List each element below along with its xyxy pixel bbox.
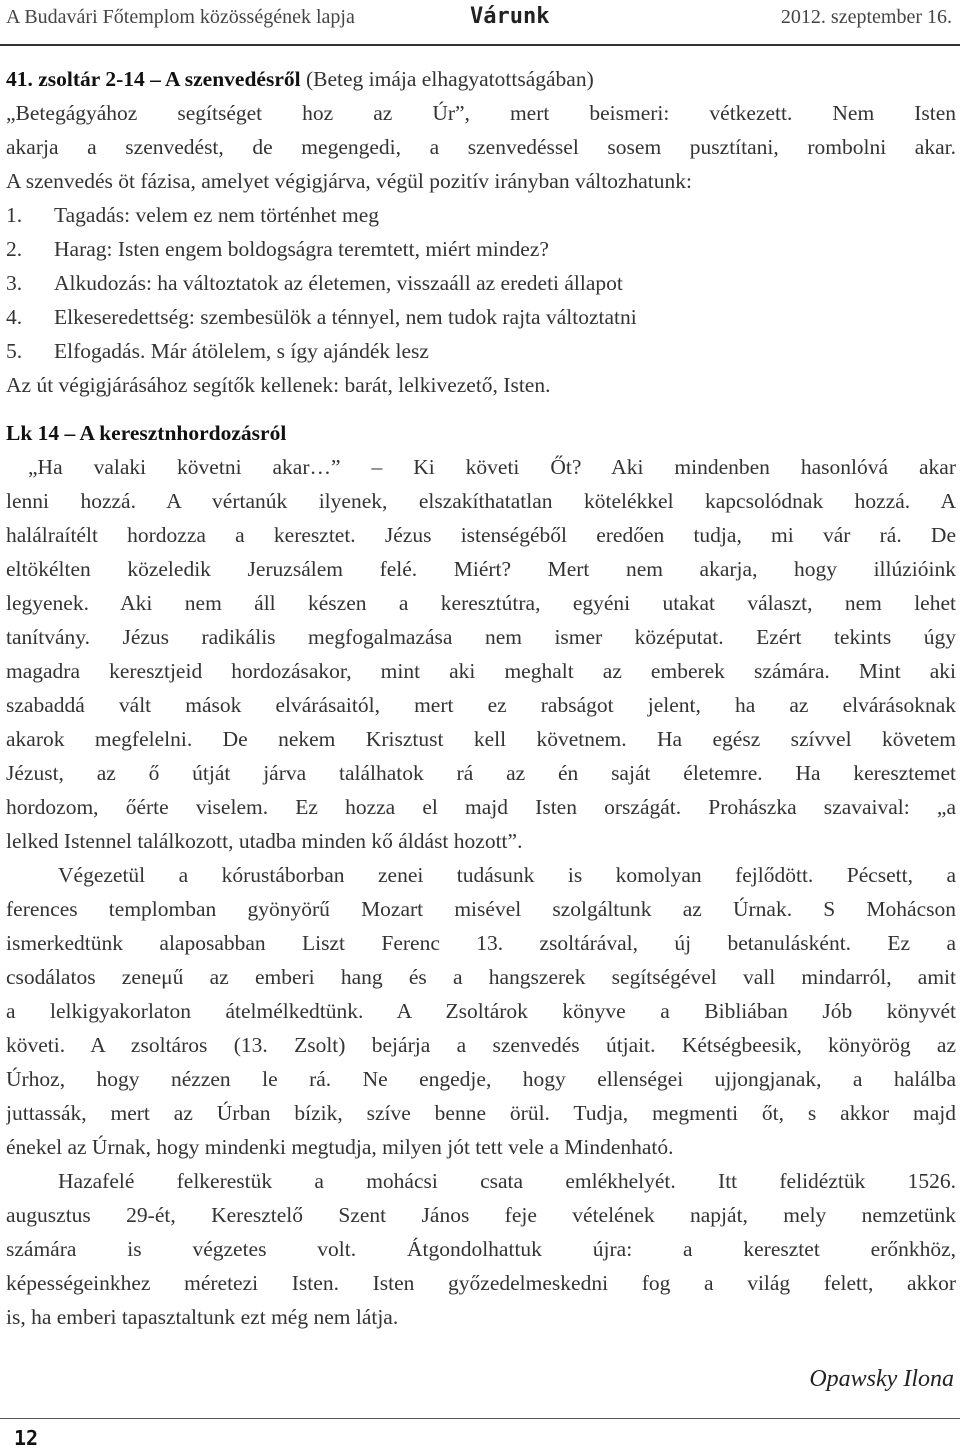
paragraph-line: juttassák, mert az Úrban bízik, szíve benne örül. Tudja, megmenti őt, s akkor majd — [6, 1101, 956, 1125]
luke-line: Jézust, az ő útját járva találhatok rá az én saját életemre. Ha keresztemet — [6, 761, 956, 785]
article-body — [6, 62, 956, 1334]
luke-line: magadra keresztjeid hordozásakor, mint aki meghalt az emberek számára. Mint aki — [6, 659, 956, 683]
publication-subtitle: A Budavári Főtemplom közösségének lapja — [6, 6, 355, 28]
luke-line: tanítvány. Jézus radikális megfogalmazása nem ismer középutat. Ezért tekints úgy — [6, 625, 956, 649]
phase-item — [6, 198, 956, 232]
paragraph-line: Úrhoz, hogy nézzen le rá. Ne engedje, hogy ellenségei ujjongjanak, a halálba — [6, 1067, 956, 1091]
issue-date: 2012. szeptember 16. — [780, 6, 952, 28]
page-number: 12 — [14, 1426, 39, 1450]
page-header — [0, 0, 960, 46]
paragraph-line: is, ha emberi tapasztaltunk ezt még nem látja. — [6, 1305, 399, 1329]
phase-item — [6, 300, 956, 334]
paragraph-line: képességeinkhez méretezi Isten. Isten győzedelmeskedni fog a világ felett, akkor — [6, 1271, 956, 1295]
paragraph-line: a lelkigyakorlaton átelmélkedtünk. A Zsoltárok könyve a Bibliában Jób könyvét — [6, 999, 956, 1023]
luke-line: „Ha valaki követni akar…” – Ki követi Őt? Aki mindenben hasonlóvá akar — [28, 455, 956, 479]
phase-text: Alkudozás: ha változtatok az életemen, visszaáll az eredeti állapot — [54, 271, 623, 295]
paragraph-line: augusztus 29-ét, Keresztelő Szent János feje vételének napját, mely nemzetünk — [6, 1203, 956, 1227]
luke-line: lenni hozzá. A vértanúk ilyenek, elszakíthatatlan kötelékkel kapcsolódnak hozzá. A — [6, 489, 956, 513]
luke-line: lelked Istennel találkozott, utadba minden kő áldást hozott”. — [6, 829, 523, 853]
psalm-line: A szenvedés öt fázisa, amelyet végigjárva, végül pozitív irányban változhatunk: — [6, 169, 692, 193]
paragraph-line: Végezetül a kórustáborban zenei tudásunk is komolyan fejlődött. Pécsett, a — [58, 863, 956, 887]
phase-text: Elfogadás. Már átölelem, s így ajándék lesz — [54, 339, 429, 363]
paragraph-line: ferences templomban gyönyörű Mozart misével szolgáltunk az Úrnak. S Mohácson — [6, 897, 956, 921]
phase-text: Elkeseredettség: szembesülök a ténnyel, nem tudok rajta változtatni — [54, 305, 637, 329]
phase-text: Harag: Isten engem boldogságra teremtett, miért mindez? — [54, 237, 549, 261]
paragraph-line: Hazafelé felkerestük a mohácsi csata emlékhelyét. Itt felidéztük 1526. — [58, 1169, 956, 1193]
psalm-title: 41. zsoltár 2-14 – A szenvedésről — [6, 67, 301, 91]
phase-number: 3. — [6, 271, 23, 295]
phase-number: 5. — [6, 339, 23, 363]
luke-line: szabaddá vált mások elvárásaitól, mert ez rabságot jelent, ha az elvárásoknak — [6, 693, 956, 717]
phase-item — [6, 266, 956, 300]
paragraph-line: ismerkedtünk alaposabban Liszt Ferenc 13. zsoltárával, új betanulásként. Ez a — [6, 931, 956, 955]
paragraph-line: énekel az Úrnak, hogy mindenki megtudja, milyen jót tett vele a Mindenható. — [6, 1135, 674, 1159]
luke-line: legyenek. Aki nem áll készen a keresztútra, egyéni utakat választ, nem lehet — [6, 591, 956, 615]
paragraph-line: csodálatos zeneμű az emberi hang és a hangszerek segítségével vall mindarról, amit — [6, 965, 956, 989]
author-signature: Opawsky Ilona — [809, 1366, 954, 1392]
phase-item — [6, 334, 956, 368]
publication-title: Várunk — [470, 4, 550, 29]
phase-number: 4. — [6, 305, 23, 329]
luke-line: eltökélten közeledik Jeruzsálem felé. Miért? Mert nem akarja, hogy illúzióink — [6, 557, 956, 581]
psalm-heading — [6, 62, 956, 96]
paragraph-line: követi. A zsoltáros (13. Zsolt) bejárja a szenvedés útjait. Kétségbeesik, könyörög az — [6, 1033, 956, 1057]
luke-title: Lk 14 – A keresztnhordozásról — [6, 421, 287, 445]
luke-line: halálraítélt hordozza a keresztet. Jézus istenségéből eredően tudja, mi vár rá. De — [6, 523, 956, 547]
psalm-subtitle: (Beteg imája elhagyatottságában) — [300, 67, 594, 91]
psalm-line: akarja a szenvedést, de megengedi, a szenvedéssel sosem pusztítani, rombolni akar. — [6, 135, 956, 159]
phase-text: Tagadás: velem ez nem történhet meg — [54, 203, 380, 227]
phase-item — [6, 232, 956, 266]
psalm-closing: Az út végigjárásához segítők kellenek: barát, lelkivezető, Isten. — [6, 373, 551, 397]
luke-line: hordozom, őérte viselem. Ez hozza el majd Isten országát. Prohászka szavaival: „a — [6, 795, 956, 819]
phase-number: 2. — [6, 237, 23, 261]
phase-number: 1. — [6, 203, 23, 227]
luke-line: akarok megfelelni. De nekem Krisztust kell követnem. Ha egész szívvel követem — [6, 727, 956, 751]
paragraph-line: számára is végzetes volt. Átgondolhattuk újra: a keresztet erőnkhöz, — [6, 1237, 956, 1261]
footer-divider — [0, 1418, 960, 1419]
psalm-line: „Betegágyához segítséget hoz az Úr”, mert beismeri: vétkezett. Nem Isten — [6, 101, 956, 125]
